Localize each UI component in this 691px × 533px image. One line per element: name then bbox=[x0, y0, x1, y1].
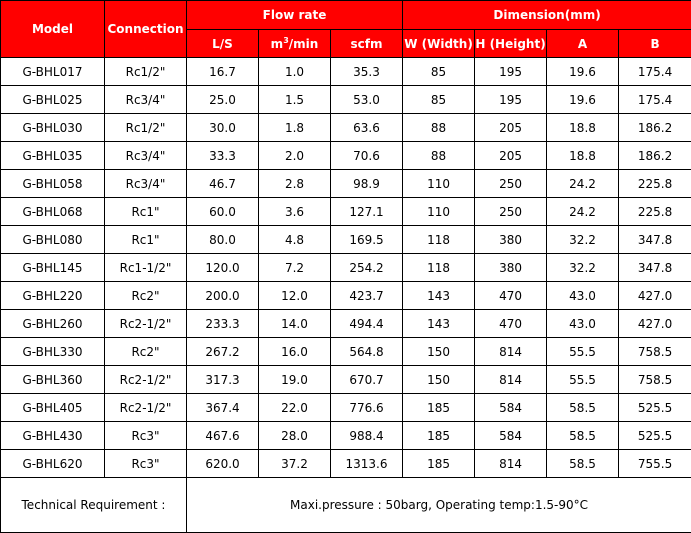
cell-connection: Rc3/4" bbox=[105, 142, 187, 170]
cell-flow-scfm: 494.4 bbox=[331, 310, 403, 338]
cell-flow-ls: 467.6 bbox=[187, 422, 259, 450]
table-row bbox=[1, 366, 691, 394]
table-row bbox=[1, 170, 691, 198]
cell-width: 118 bbox=[403, 254, 475, 282]
cell-dim-a: 43.0 bbox=[547, 282, 619, 310]
cell-flow-m3min: 14.0 bbox=[259, 310, 331, 338]
header-model: Model bbox=[1, 1, 105, 58]
cell-flow-ls: 30.0 bbox=[187, 114, 259, 142]
cell-dim-b: 225.8 bbox=[619, 170, 691, 198]
cell-flow-ls: 367.4 bbox=[187, 394, 259, 422]
cell-height: 584 bbox=[475, 394, 547, 422]
cell-width: 143 bbox=[403, 282, 475, 310]
cell-model: G-BHL145 bbox=[1, 254, 105, 282]
cell-connection: Rc2-1/2" bbox=[105, 394, 187, 422]
cell-flow-m3min: 19.0 bbox=[259, 366, 331, 394]
cell-connection: Rc1" bbox=[105, 226, 187, 254]
cell-height: 380 bbox=[475, 226, 547, 254]
cell-flow-scfm: 53.0 bbox=[331, 86, 403, 114]
table-row bbox=[1, 282, 691, 310]
cell-model: G-BHL405 bbox=[1, 394, 105, 422]
cell-height: 814 bbox=[475, 450, 547, 478]
cell-connection: Rc3" bbox=[105, 450, 187, 478]
header-connection: Connection bbox=[105, 1, 187, 58]
cell-flow-scfm: 564.8 bbox=[331, 338, 403, 366]
cell-dim-a: 19.6 bbox=[547, 58, 619, 86]
cell-flow-scfm: 70.6 bbox=[331, 142, 403, 170]
header-flow-rate: Flow rate bbox=[187, 1, 403, 30]
tech-requirement-row bbox=[1, 478, 691, 533]
cell-model: G-BHL330 bbox=[1, 338, 105, 366]
cell-flow-scfm: 776.6 bbox=[331, 394, 403, 422]
cell-width: 150 bbox=[403, 338, 475, 366]
cell-dim-a: 19.6 bbox=[547, 86, 619, 114]
cell-height: 380 bbox=[475, 254, 547, 282]
cell-model: G-BHL035 bbox=[1, 142, 105, 170]
cell-dim-b: 186.2 bbox=[619, 114, 691, 142]
header-m3-sup: 3 bbox=[283, 36, 289, 45]
cell-connection: Rc1" bbox=[105, 198, 187, 226]
cell-dim-a: 24.2 bbox=[547, 198, 619, 226]
table-row bbox=[1, 226, 691, 254]
cell-width: 88 bbox=[403, 114, 475, 142]
cell-flow-scfm: 670.7 bbox=[331, 366, 403, 394]
cell-flow-m3min: 1.0 bbox=[259, 58, 331, 86]
cell-flow-ls: 33.3 bbox=[187, 142, 259, 170]
header-m3-min bbox=[259, 30, 331, 58]
cell-height: 195 bbox=[475, 86, 547, 114]
cell-dim-b: 525.5 bbox=[619, 394, 691, 422]
cell-height: 814 bbox=[475, 338, 547, 366]
table-row bbox=[1, 422, 691, 450]
cell-height: 195 bbox=[475, 58, 547, 86]
cell-width: 185 bbox=[403, 450, 475, 478]
table-row bbox=[1, 394, 691, 422]
header-a: A bbox=[547, 30, 619, 58]
cell-flow-m3min: 7.2 bbox=[259, 254, 331, 282]
table-row bbox=[1, 58, 691, 86]
table-row bbox=[1, 310, 691, 338]
cell-width: 110 bbox=[403, 170, 475, 198]
cell-width: 85 bbox=[403, 58, 475, 86]
cell-model: G-BHL068 bbox=[1, 198, 105, 226]
cell-flow-m3min: 2.8 bbox=[259, 170, 331, 198]
cell-connection: Rc2-1/2" bbox=[105, 310, 187, 338]
cell-flow-ls: 233.3 bbox=[187, 310, 259, 338]
cell-height: 250 bbox=[475, 170, 547, 198]
cell-height: 584 bbox=[475, 422, 547, 450]
cell-flow-m3min: 3.6 bbox=[259, 198, 331, 226]
cell-dim-b: 525.5 bbox=[619, 422, 691, 450]
cell-dim-a: 55.5 bbox=[547, 366, 619, 394]
cell-connection: Rc1/2" bbox=[105, 114, 187, 142]
cell-flow-ls: 620.0 bbox=[187, 450, 259, 478]
cell-dim-b: 186.2 bbox=[619, 142, 691, 170]
cell-dim-b: 427.0 bbox=[619, 282, 691, 310]
cell-flow-m3min: 37.2 bbox=[259, 450, 331, 478]
cell-dim-b: 758.5 bbox=[619, 338, 691, 366]
cell-dim-a: 18.8 bbox=[547, 114, 619, 142]
cell-model: G-BHL620 bbox=[1, 450, 105, 478]
cell-flow-m3min: 22.0 bbox=[259, 394, 331, 422]
cell-width: 88 bbox=[403, 142, 475, 170]
cell-model: G-BHL430 bbox=[1, 422, 105, 450]
cell-width: 143 bbox=[403, 310, 475, 338]
cell-model: G-BHL025 bbox=[1, 86, 105, 114]
cell-model: G-BHL080 bbox=[1, 226, 105, 254]
cell-flow-scfm: 169.5 bbox=[331, 226, 403, 254]
cell-flow-scfm: 988.4 bbox=[331, 422, 403, 450]
tech-requirement-value: Maxi.pressure : 50barg, Operating temp:1.5-90°C bbox=[187, 478, 691, 533]
table-row bbox=[1, 450, 691, 478]
cell-dim-a: 55.5 bbox=[547, 338, 619, 366]
header-scfm: scfm bbox=[331, 30, 403, 58]
cell-flow-ls: 46.7 bbox=[187, 170, 259, 198]
cell-dim-b: 347.8 bbox=[619, 254, 691, 282]
cell-connection: Rc1/2" bbox=[105, 58, 187, 86]
cell-flow-ls: 317.3 bbox=[187, 366, 259, 394]
cell-flow-scfm: 1313.6 bbox=[331, 450, 403, 478]
cell-flow-m3min: 1.8 bbox=[259, 114, 331, 142]
cell-height: 470 bbox=[475, 282, 547, 310]
cell-dim-b: 175.4 bbox=[619, 58, 691, 86]
cell-model: G-BHL030 bbox=[1, 114, 105, 142]
header-ls: L/S bbox=[187, 30, 259, 58]
cell-connection: Rc2-1/2" bbox=[105, 366, 187, 394]
cell-width: 185 bbox=[403, 394, 475, 422]
cell-flow-m3min: 4.8 bbox=[259, 226, 331, 254]
cell-connection: Rc3/4" bbox=[105, 170, 187, 198]
table-body bbox=[1, 58, 691, 478]
cell-model: G-BHL058 bbox=[1, 170, 105, 198]
cell-dim-b: 755.5 bbox=[619, 450, 691, 478]
cell-height: 205 bbox=[475, 114, 547, 142]
cell-connection: Rc3/4" bbox=[105, 86, 187, 114]
cell-flow-scfm: 35.3 bbox=[331, 58, 403, 86]
table-row bbox=[1, 338, 691, 366]
cell-dim-b: 347.8 bbox=[619, 226, 691, 254]
cell-dim-a: 58.5 bbox=[547, 394, 619, 422]
cell-dim-a: 24.2 bbox=[547, 170, 619, 198]
table-row bbox=[1, 86, 691, 114]
cell-width: 110 bbox=[403, 198, 475, 226]
cell-dim-b: 225.8 bbox=[619, 198, 691, 226]
cell-flow-ls: 25.0 bbox=[187, 86, 259, 114]
cell-flow-ls: 60.0 bbox=[187, 198, 259, 226]
cell-width: 150 bbox=[403, 366, 475, 394]
cell-flow-scfm: 254.2 bbox=[331, 254, 403, 282]
cell-dim-a: 43.0 bbox=[547, 310, 619, 338]
cell-dim-b: 175.4 bbox=[619, 86, 691, 114]
cell-connection: Rc1-1/2" bbox=[105, 254, 187, 282]
cell-model: G-BHL220 bbox=[1, 282, 105, 310]
cell-width: 85 bbox=[403, 86, 475, 114]
cell-dim-b: 758.5 bbox=[619, 366, 691, 394]
cell-height: 205 bbox=[475, 142, 547, 170]
cell-flow-m3min: 1.5 bbox=[259, 86, 331, 114]
cell-dim-a: 32.2 bbox=[547, 254, 619, 282]
cell-height: 470 bbox=[475, 310, 547, 338]
header-width: W (Width) bbox=[403, 30, 475, 58]
header-m3-base: m bbox=[271, 37, 284, 51]
cell-flow-scfm: 423.7 bbox=[331, 282, 403, 310]
cell-connection: Rc3" bbox=[105, 422, 187, 450]
cell-flow-m3min: 2.0 bbox=[259, 142, 331, 170]
cell-dim-a: 58.5 bbox=[547, 422, 619, 450]
cell-width: 185 bbox=[403, 422, 475, 450]
cell-flow-scfm: 63.6 bbox=[331, 114, 403, 142]
header-b: B bbox=[619, 30, 691, 58]
cell-height: 814 bbox=[475, 366, 547, 394]
cell-flow-m3min: 12.0 bbox=[259, 282, 331, 310]
cell-connection: Rc2" bbox=[105, 338, 187, 366]
header-height: H (Height) bbox=[475, 30, 547, 58]
cell-flow-m3min: 16.0 bbox=[259, 338, 331, 366]
cell-flow-ls: 200.0 bbox=[187, 282, 259, 310]
cell-flow-scfm: 127.1 bbox=[331, 198, 403, 226]
cell-dim-a: 18.8 bbox=[547, 142, 619, 170]
cell-flow-ls: 80.0 bbox=[187, 226, 259, 254]
header-dimension: Dimension(mm) bbox=[403, 1, 691, 30]
header-m3-unit: /min bbox=[289, 37, 319, 51]
table-row bbox=[1, 254, 691, 282]
cell-flow-ls: 16.7 bbox=[187, 58, 259, 86]
cell-flow-ls: 267.2 bbox=[187, 338, 259, 366]
cell-width: 118 bbox=[403, 226, 475, 254]
cell-dim-a: 32.2 bbox=[547, 226, 619, 254]
cell-model: G-BHL360 bbox=[1, 366, 105, 394]
cell-flow-scfm: 98.9 bbox=[331, 170, 403, 198]
table-row bbox=[1, 142, 691, 170]
cell-height: 250 bbox=[475, 198, 547, 226]
cell-dim-a: 58.5 bbox=[547, 450, 619, 478]
table-row bbox=[1, 198, 691, 226]
header-row-main bbox=[1, 1, 691, 30]
cell-model: G-BHL260 bbox=[1, 310, 105, 338]
cell-flow-ls: 120.0 bbox=[187, 254, 259, 282]
cell-dim-b: 427.0 bbox=[619, 310, 691, 338]
cell-model: G-BHL017 bbox=[1, 58, 105, 86]
cell-connection: Rc2" bbox=[105, 282, 187, 310]
table-row bbox=[1, 114, 691, 142]
cell-flow-m3min: 28.0 bbox=[259, 422, 331, 450]
tech-requirement-label: Technical Requirement : bbox=[1, 478, 187, 533]
